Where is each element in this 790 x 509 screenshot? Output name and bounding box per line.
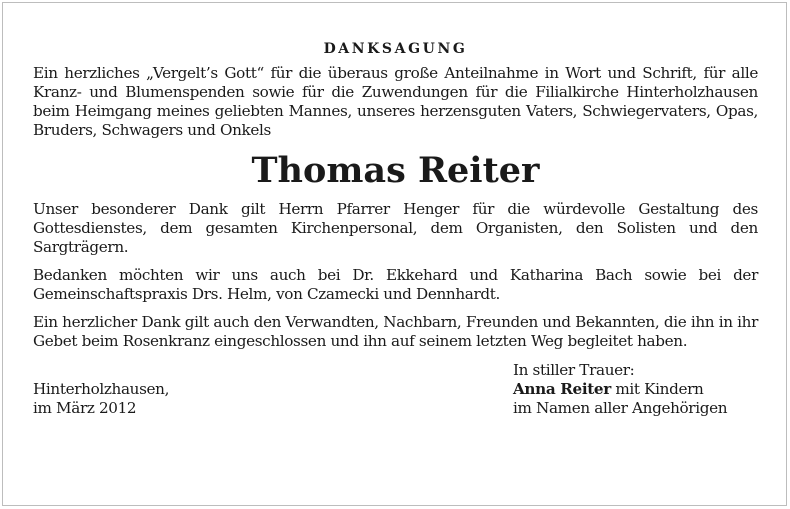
place-date-block [33, 380, 169, 418]
mourning-label: In stiller Trauer: [513, 361, 635, 379]
notice-footer [33, 361, 758, 423]
thanks-paragraph-doctors: Bedanken möchten wir uns auch bei Dr. Ekkehard und Katharina Bach sowie bei der Gemeinschaftspraxis Drs. Helm, von Czamecki und Dennhardt. [33, 266, 758, 303]
signer-line [513, 380, 727, 399]
notice-heading: DANKSAGUNG [323, 41, 468, 57]
signer-line-2: im Namen aller Angehörigen [513, 399, 728, 417]
place: Hinterholzhausen, [33, 380, 170, 398]
deceased-name: Thomas Reiter [251, 150, 540, 191]
thanks-paragraph-pastor: Unser besonderer Dank gilt Herrn Pfarrer Henger für die würdevolle Gestaltung des Gottesdienstes, dem gesamten Kirchenpersonal, dem Organisten, den Solisten und den Sargträgern. [33, 200, 758, 256]
intro-paragraph: Ein herzliches „Vergelt’s Gott“ für die überaus große Anteilnahme in Wort und Schrift, für alle Kranz- und Blumenspenden sowie für die Zuwendungen für die Filialkirche Hinterholzhausen beim Heimgang meines geliebten Mannes, unseres herzensguten Vaters, Schwiegervaters, Opas, Bruders, Schwagers und Onkels [33, 64, 758, 139]
signer-name: Anna Reiter [513, 380, 611, 398]
signer-suffix: mit Kindern [610, 380, 704, 398]
signature-block [513, 361, 727, 418]
thanks-paragraph-relatives: Ein herzlicher Dank gilt auch den Verwandten, Nachbarn, Freunden und Bekannten, die ihn in ihr Gebet beim Rosenkranz eingeschlossen und ihn auf seinem letzten Weg begleitet haben. [33, 313, 758, 350]
date: im März 2012 [33, 399, 137, 417]
obituary-notice [33, 40, 758, 423]
